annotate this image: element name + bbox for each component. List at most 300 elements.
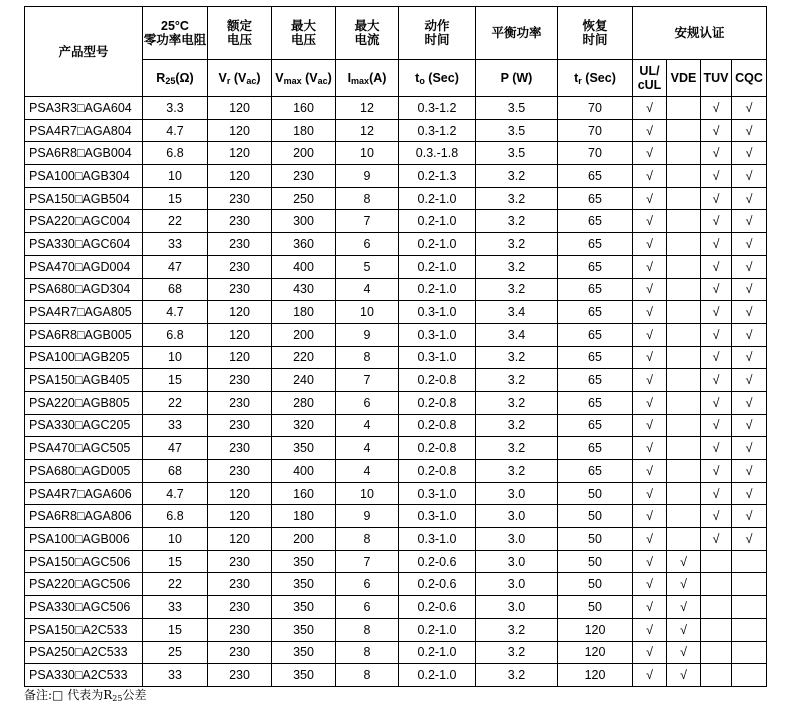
cell-ul: √ <box>633 210 667 233</box>
header-action-time: 动作 时间 <box>399 7 476 60</box>
header-certification: 安规认证 <box>633 7 767 60</box>
cell-resistance: 10 <box>143 165 208 188</box>
cell-model: PSA680□AGD005 <box>25 460 143 483</box>
cell-recover-time: 65 <box>558 391 633 414</box>
cell-model: PSA100□AGB304 <box>25 165 143 188</box>
cell-vde <box>667 346 701 369</box>
cell-recover-time: 65 <box>558 346 633 369</box>
cell-model: PSA330□AGC506 <box>25 596 143 619</box>
table-row <box>25 391 767 414</box>
cell-cqc <box>732 573 767 596</box>
cell-recover-time: 65 <box>558 369 633 392</box>
cell-resistance: 3.3 <box>143 97 208 120</box>
cell-action-time: 0.2-0.8 <box>399 437 476 460</box>
cell-cqc: √ <box>732 187 767 210</box>
cell-model: PSA3R3□AGA604 <box>25 97 143 120</box>
cell-recover-time: 65 <box>558 165 633 188</box>
header-tuv: TUV <box>701 60 732 97</box>
cell-recover-time: 50 <box>558 528 633 551</box>
cell-max-current: 8 <box>336 618 399 641</box>
cell-ul: √ <box>633 641 667 664</box>
cell-cqc <box>732 596 767 619</box>
table-row <box>25 346 767 369</box>
cell-max-current: 10 <box>336 482 399 505</box>
cell-vde <box>667 437 701 460</box>
cell-resistance: 10 <box>143 346 208 369</box>
cell-cqc <box>732 664 767 687</box>
cell-recover-time: 120 <box>558 664 633 687</box>
cell-power: 3.2 <box>476 278 558 301</box>
cell-ul: √ <box>633 505 667 528</box>
cell-vde <box>667 414 701 437</box>
cell-tuv <box>701 641 732 664</box>
cell-power: 3.5 <box>476 142 558 165</box>
cell-max-voltage: 180 <box>272 119 336 142</box>
cell-tuv <box>701 664 732 687</box>
cell-rated-voltage: 120 <box>208 97 272 120</box>
cell-action-time: 0.2-0.8 <box>399 460 476 483</box>
header-max-voltage: 最大 电压 <box>272 7 336 60</box>
cell-recover-time: 65 <box>558 187 633 210</box>
table-row <box>25 210 767 233</box>
cell-action-time: 0.2-1.0 <box>399 255 476 278</box>
cell-cqc: √ <box>732 482 767 505</box>
cell-action-time: 0.2-1.0 <box>399 664 476 687</box>
cell-model: PSA250□A2C533 <box>25 641 143 664</box>
table-row <box>25 233 767 256</box>
table-row <box>25 97 767 120</box>
cell-cqc: √ <box>732 437 767 460</box>
cell-tuv: √ <box>701 142 732 165</box>
cell-recover-time: 120 <box>558 618 633 641</box>
cell-resistance: 15 <box>143 618 208 641</box>
spec-table <box>24 6 767 687</box>
cell-rated-voltage: 120 <box>208 119 272 142</box>
cell-model: PSA220□AGC506 <box>25 573 143 596</box>
cell-cqc: √ <box>732 233 767 256</box>
cell-vde <box>667 528 701 551</box>
cell-max-current: 4 <box>336 414 399 437</box>
cell-max-voltage: 350 <box>272 437 336 460</box>
cell-ul: √ <box>633 618 667 641</box>
cell-resistance: 22 <box>143 391 208 414</box>
cell-action-time: 0.2-1.0 <box>399 278 476 301</box>
cell-max-current: 8 <box>336 187 399 210</box>
cell-resistance: 10 <box>143 528 208 551</box>
cell-max-voltage: 250 <box>272 187 336 210</box>
cell-max-voltage: 200 <box>272 323 336 346</box>
cell-rated-voltage: 120 <box>208 482 272 505</box>
cell-ul: √ <box>633 323 667 346</box>
header-max-current: 最大 电流 <box>336 7 399 60</box>
table-row <box>25 550 767 573</box>
cell-max-current: 4 <box>336 460 399 483</box>
cell-rated-voltage: 230 <box>208 187 272 210</box>
cell-power: 3.2 <box>476 664 558 687</box>
cell-recover-time: 50 <box>558 596 633 619</box>
cell-resistance: 47 <box>143 437 208 460</box>
cell-max-current: 6 <box>336 391 399 414</box>
cell-tuv: √ <box>701 528 732 551</box>
cell-vde <box>667 505 701 528</box>
cell-action-time: 0.3-1.0 <box>399 323 476 346</box>
cell-tuv <box>701 550 732 573</box>
cell-power: 3.0 <box>476 528 558 551</box>
cell-tuv: √ <box>701 278 732 301</box>
table-row <box>25 437 767 460</box>
cell-model: PSA4R7□AGA606 <box>25 482 143 505</box>
cell-power: 3.2 <box>476 255 558 278</box>
cell-resistance: 33 <box>143 596 208 619</box>
cell-cqc: √ <box>732 278 767 301</box>
cell-max-voltage: 300 <box>272 210 336 233</box>
cell-model: PSA680□AGD304 <box>25 278 143 301</box>
cell-recover-time: 65 <box>558 278 633 301</box>
cell-recover-time: 50 <box>558 505 633 528</box>
table-row <box>25 618 767 641</box>
cell-model: PSA330□AGC205 <box>25 414 143 437</box>
table-row <box>25 187 767 210</box>
cell-max-voltage: 360 <box>272 233 336 256</box>
cell-action-time: 0.3-1.0 <box>399 505 476 528</box>
cell-cqc: √ <box>732 391 767 414</box>
cell-rated-voltage: 230 <box>208 278 272 301</box>
table-row <box>25 482 767 505</box>
cell-vde <box>667 119 701 142</box>
cell-action-time: 0.2-0.8 <box>399 391 476 414</box>
cell-tuv: √ <box>701 505 732 528</box>
unit-action-time: to (Sec) <box>399 60 476 97</box>
cell-max-current: 8 <box>336 664 399 687</box>
cell-vde <box>667 278 701 301</box>
cell-action-time: 0.3-1.0 <box>399 528 476 551</box>
cell-tuv <box>701 618 732 641</box>
cell-power: 3.2 <box>476 165 558 188</box>
cell-ul: √ <box>633 142 667 165</box>
header-vde: VDE <box>667 60 701 97</box>
cell-recover-time: 65 <box>558 437 633 460</box>
cell-cqc: √ <box>732 210 767 233</box>
cell-resistance: 33 <box>143 664 208 687</box>
cell-tuv: √ <box>701 437 732 460</box>
cell-model: PSA330□A2C533 <box>25 664 143 687</box>
cell-action-time: 0.2-0.6 <box>399 596 476 619</box>
cell-recover-time: 50 <box>558 482 633 505</box>
cell-max-voltage: 430 <box>272 278 336 301</box>
cell-power: 3.2 <box>476 369 558 392</box>
cell-cqc: √ <box>732 346 767 369</box>
cell-max-voltage: 160 <box>272 97 336 120</box>
unit-max-current: Imax(A) <box>336 60 399 97</box>
cell-vde <box>667 97 701 120</box>
cell-recover-time: 65 <box>558 414 633 437</box>
cell-recover-time: 65 <box>558 323 633 346</box>
header-cqc: CQC <box>732 60 767 97</box>
cell-recover-time: 65 <box>558 233 633 256</box>
cell-tuv: √ <box>701 187 732 210</box>
cell-resistance: 25 <box>143 641 208 664</box>
cell-action-time: 0.3-1.2 <box>399 119 476 142</box>
cell-max-voltage: 180 <box>272 301 336 324</box>
cell-vde: √ <box>667 596 701 619</box>
cell-vde: √ <box>667 573 701 596</box>
cell-power: 3.2 <box>476 618 558 641</box>
cell-recover-time: 50 <box>558 573 633 596</box>
table-row <box>25 505 767 528</box>
cell-model: PSA150□AGC506 <box>25 550 143 573</box>
cell-max-current: 8 <box>336 641 399 664</box>
cell-max-voltage: 400 <box>272 255 336 278</box>
cell-tuv: √ <box>701 165 732 188</box>
cell-resistance: 22 <box>143 573 208 596</box>
cell-max-current: 9 <box>336 165 399 188</box>
cell-tuv <box>701 573 732 596</box>
cell-max-voltage: 350 <box>272 596 336 619</box>
cell-recover-time: 65 <box>558 255 633 278</box>
cell-max-voltage: 350 <box>272 641 336 664</box>
table-row <box>25 255 767 278</box>
cell-tuv: √ <box>701 301 732 324</box>
cell-max-voltage: 350 <box>272 664 336 687</box>
cell-resistance: 6.8 <box>143 142 208 165</box>
cell-model: PSA150□AGB405 <box>25 369 143 392</box>
cell-action-time: 0.2-0.8 <box>399 414 476 437</box>
cell-ul: √ <box>633 391 667 414</box>
cell-model: PSA150□A2C533 <box>25 618 143 641</box>
cell-max-voltage: 280 <box>272 391 336 414</box>
cell-power: 3.5 <box>476 97 558 120</box>
cell-power: 3.2 <box>476 414 558 437</box>
cell-vde: √ <box>667 618 701 641</box>
cell-power: 3.2 <box>476 641 558 664</box>
cell-recover-time: 70 <box>558 97 633 120</box>
cell-vde <box>667 369 701 392</box>
cell-model: PSA100□AGB006 <box>25 528 143 551</box>
cell-rated-voltage: 120 <box>208 165 272 188</box>
header-power: 平衡功率 <box>476 7 558 60</box>
cell-tuv <box>701 596 732 619</box>
cell-tuv: √ <box>701 255 732 278</box>
table-row <box>25 664 767 687</box>
cell-rated-voltage: 230 <box>208 255 272 278</box>
cell-power: 3.2 <box>476 460 558 483</box>
cell-ul: √ <box>633 460 667 483</box>
cell-recover-time: 50 <box>558 550 633 573</box>
cell-resistance: 4.7 <box>143 482 208 505</box>
cell-action-time: 0.3-1.0 <box>399 346 476 369</box>
header-rated-voltage: 额定 电压 <box>208 7 272 60</box>
cell-max-voltage: 350 <box>272 618 336 641</box>
cell-model: PSA6R8□AGB004 <box>25 142 143 165</box>
cell-vde: √ <box>667 664 701 687</box>
cell-max-current: 7 <box>336 210 399 233</box>
cell-model: PSA470□AGD004 <box>25 255 143 278</box>
cell-vde <box>667 210 701 233</box>
unit-rated-voltage: Vr (Vac) <box>208 60 272 97</box>
cell-power: 3.0 <box>476 482 558 505</box>
cell-rated-voltage: 230 <box>208 641 272 664</box>
cell-ul: √ <box>633 573 667 596</box>
cell-ul: √ <box>633 414 667 437</box>
cell-vde: √ <box>667 641 701 664</box>
cell-power: 3.2 <box>476 233 558 256</box>
cell-ul: √ <box>633 437 667 460</box>
cell-tuv: √ <box>701 97 732 120</box>
cell-max-current: 9 <box>336 323 399 346</box>
cell-vde <box>667 323 701 346</box>
cell-ul: √ <box>633 369 667 392</box>
cell-model: PSA220□AGB805 <box>25 391 143 414</box>
cell-ul: √ <box>633 278 667 301</box>
cell-max-current: 6 <box>336 596 399 619</box>
table-row <box>25 460 767 483</box>
cell-rated-voltage: 120 <box>208 142 272 165</box>
table-row <box>25 369 767 392</box>
cell-rated-voltage: 230 <box>208 414 272 437</box>
cell-max-voltage: 200 <box>272 142 336 165</box>
table-row <box>25 165 767 188</box>
cell-vde <box>667 301 701 324</box>
cell-max-current: 8 <box>336 346 399 369</box>
cell-max-current: 12 <box>336 97 399 120</box>
cell-power: 3.0 <box>476 573 558 596</box>
cell-rated-voltage: 230 <box>208 573 272 596</box>
cell-vde <box>667 233 701 256</box>
cell-tuv: √ <box>701 323 732 346</box>
cell-ul: √ <box>633 233 667 256</box>
cell-max-voltage: 400 <box>272 460 336 483</box>
cell-cqc: √ <box>732 505 767 528</box>
cell-rated-voltage: 120 <box>208 528 272 551</box>
cell-max-current: 4 <box>336 278 399 301</box>
cell-cqc: √ <box>732 255 767 278</box>
cell-max-current: 8 <box>336 528 399 551</box>
cell-cqc: √ <box>732 301 767 324</box>
cell-cqc <box>732 618 767 641</box>
cell-tuv: √ <box>701 369 732 392</box>
cell-recover-time: 65 <box>558 301 633 324</box>
cell-rated-voltage: 230 <box>208 437 272 460</box>
cell-ul: √ <box>633 97 667 120</box>
cell-power: 3.0 <box>476 505 558 528</box>
cell-action-time: 0.3.-1.8 <box>399 142 476 165</box>
cell-max-voltage: 220 <box>272 346 336 369</box>
cell-model: PSA100□AGB205 <box>25 346 143 369</box>
cell-recover-time: 70 <box>558 142 633 165</box>
cell-max-voltage: 230 <box>272 165 336 188</box>
cell-rated-voltage: 230 <box>208 369 272 392</box>
cell-resistance: 47 <box>143 255 208 278</box>
cell-max-current: 6 <box>336 233 399 256</box>
cell-max-current: 10 <box>336 142 399 165</box>
cell-cqc: √ <box>732 165 767 188</box>
cell-recover-time: 65 <box>558 210 633 233</box>
table-row <box>25 142 767 165</box>
cell-recover-time: 120 <box>558 641 633 664</box>
header-model: 产品型号 <box>25 7 143 97</box>
cell-model: PSA220□AGC004 <box>25 210 143 233</box>
cell-power: 3.2 <box>476 187 558 210</box>
cell-resistance: 6.8 <box>143 323 208 346</box>
header-resistance: 25°C 零功率电阻 <box>143 7 208 60</box>
cell-tuv: √ <box>701 210 732 233</box>
cell-tuv: √ <box>701 391 732 414</box>
cell-power: 3.4 <box>476 323 558 346</box>
cell-model: PSA150□AGB504 <box>25 187 143 210</box>
cell-max-current: 7 <box>336 550 399 573</box>
cell-action-time: 0.3-1.0 <box>399 482 476 505</box>
cell-action-time: 0.3-1.2 <box>399 97 476 120</box>
header-recover-time: 恢复 时间 <box>558 7 633 60</box>
cell-max-voltage: 200 <box>272 528 336 551</box>
cell-ul: √ <box>633 528 667 551</box>
cell-max-current: 12 <box>336 119 399 142</box>
table-row <box>25 301 767 324</box>
unit-resistance: R25(Ω) <box>143 60 208 97</box>
cell-vde <box>667 255 701 278</box>
cell-action-time: 0.2-0.6 <box>399 550 476 573</box>
cell-model: PSA4R7□AGA805 <box>25 301 143 324</box>
cell-rated-voltage: 120 <box>208 301 272 324</box>
cell-cqc <box>732 641 767 664</box>
spec-table-container <box>24 6 767 687</box>
cell-ul: √ <box>633 255 667 278</box>
cell-action-time: 0.2-0.8 <box>399 369 476 392</box>
cell-action-time: 0.2-0.6 <box>399 573 476 596</box>
cell-max-voltage: 180 <box>272 505 336 528</box>
cell-model: PSA470□AGC505 <box>25 437 143 460</box>
cell-max-voltage: 160 <box>272 482 336 505</box>
cell-resistance: 68 <box>143 278 208 301</box>
cell-cqc: √ <box>732 97 767 120</box>
cell-rated-voltage: 230 <box>208 550 272 573</box>
cell-model: PSA6R8□AGB005 <box>25 323 143 346</box>
cell-vde <box>667 165 701 188</box>
table-row <box>25 278 767 301</box>
cell-rated-voltage: 230 <box>208 664 272 687</box>
cell-cqc: √ <box>732 369 767 392</box>
cell-resistance: 33 <box>143 414 208 437</box>
cell-power: 3.0 <box>476 550 558 573</box>
unit-max-voltage: Vmax (Vac) <box>272 60 336 97</box>
cell-resistance: 33 <box>143 233 208 256</box>
footnote: 备注:□ 代表为R25公差 <box>24 688 147 703</box>
cell-vde <box>667 142 701 165</box>
cell-ul: √ <box>633 301 667 324</box>
cell-ul: √ <box>633 187 667 210</box>
cell-cqc <box>732 550 767 573</box>
cell-ul: √ <box>633 346 667 369</box>
table-row <box>25 119 767 142</box>
cell-ul: √ <box>633 596 667 619</box>
cell-action-time: 0.2-1.0 <box>399 233 476 256</box>
cell-cqc: √ <box>732 142 767 165</box>
cell-vde: √ <box>667 550 701 573</box>
cell-resistance: 6.8 <box>143 505 208 528</box>
table-row <box>25 323 767 346</box>
cell-max-voltage: 350 <box>272 550 336 573</box>
table-row <box>25 596 767 619</box>
cell-tuv: √ <box>701 414 732 437</box>
cell-rated-voltage: 230 <box>208 460 272 483</box>
cell-rated-voltage: 230 <box>208 391 272 414</box>
table-row <box>25 414 767 437</box>
cell-power: 3.4 <box>476 301 558 324</box>
cell-rated-voltage: 230 <box>208 210 272 233</box>
unit-power: P (W) <box>476 60 558 97</box>
cell-max-current: 6 <box>336 573 399 596</box>
cell-model: PSA4R7□AGA804 <box>25 119 143 142</box>
